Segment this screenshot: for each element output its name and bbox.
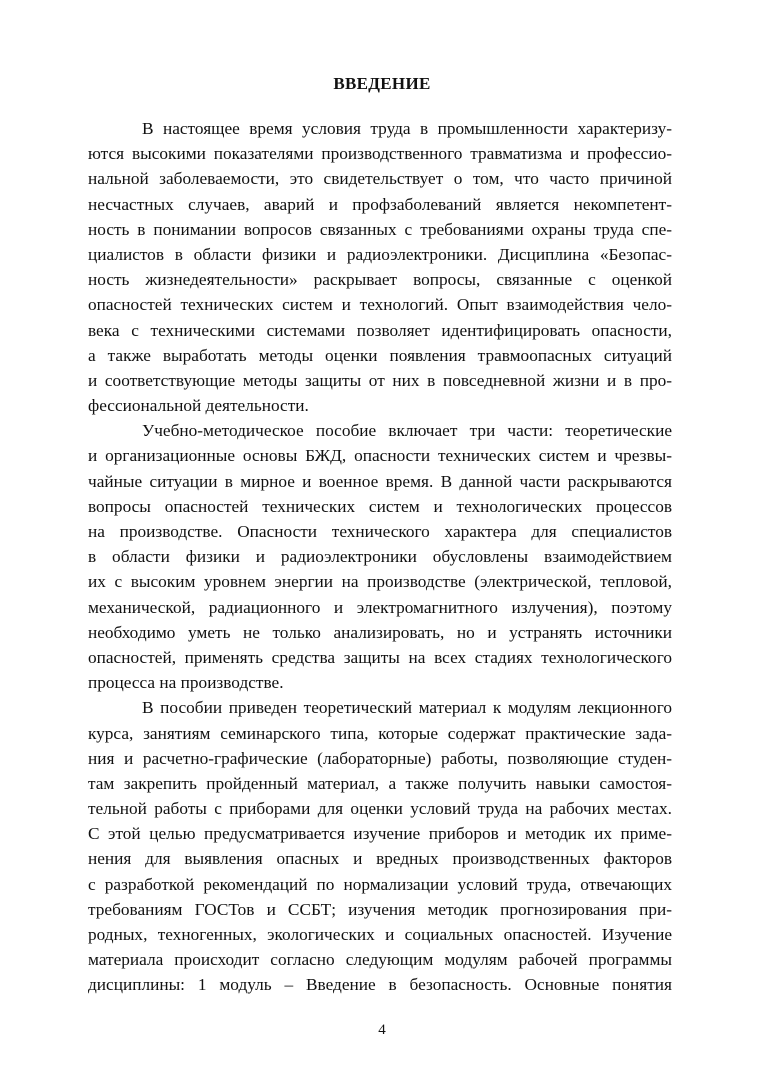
text-line: там закрепить пройденный материал, а также получить навыки самостоя- (88, 773, 672, 793)
text-line: циалистов в области физики и радиоэлектроники. Дисциплина «Безопас- (88, 244, 672, 264)
text-line: ются высокими показателями производственного травматизма и профессио- (88, 144, 672, 164)
text-line: механической, радиационного и электромагнитного излучения), поэтому (88, 597, 672, 617)
text-line: с разработкой рекомендаций по нормализации условий труда, отвечающих (88, 874, 672, 894)
text-line: на производстве. Опасности технического характера для специалистов (88, 522, 672, 541)
text-line: требованиям ГОСТов и ССБТ; изучения методик прогнозирования при- (88, 899, 672, 919)
page-title: ВВЕДЕНИЕ (333, 74, 431, 93)
text-line: и соответствующие методы защиты от них в повседневной жизни и в про- (88, 370, 672, 390)
text-line: а также выработать методы оценки появления травмоопасных ситуаций (88, 345, 672, 365)
text-line: опасностей технических систем и технологий. Опыт взаимодействия чело- (88, 295, 672, 315)
text-line: дисциплины: 1 модуль – Введение в безопасность. Основные понятия (88, 975, 672, 995)
text-line: В пособии приведен теоретический материал к модулям лекционного (142, 698, 672, 718)
page-number: 4 (378, 1022, 386, 1038)
text-line: и организационные основы БЖД, опасности технических систем и чрезвы- (88, 446, 672, 466)
text-line: вопросы опасностей технических систем и технологических процессов (88, 496, 672, 516)
text-line: Учебно-методическое пособие включает три части: теоретические (142, 421, 672, 441)
text-line: родных, техногенных, экологических и социальных опасностей. Изучение (88, 925, 672, 944)
text-line: В настоящее время условия труда в промышленности характеризу- (142, 119, 672, 138)
text-line: ность жизнедеятельности» раскрывает вопросы, связанные с оценкой (88, 270, 672, 290)
text-line: их с высоким уровнем энергии на производстве (электрической, тепловой, (88, 572, 672, 592)
text-line: ния и расчетно-графические (лабораторные) работы, позволяющие студен- (88, 748, 672, 768)
text-line: фессиональной деятельности. (88, 396, 309, 416)
text-line: материала происходит согласно следующим модулям рабочей программы (88, 950, 672, 970)
text-line: курса, занятиям семинарского типа, которые содержат практические зада- (88, 723, 672, 743)
text-line: века с техническими системами позволяет идентифицировать опасности, (88, 320, 672, 340)
text-line: чайные ситуации в мирное и военное время. В данной части раскрываются (88, 471, 672, 491)
text-line: тельной работы с приборами для оценки условий труда на рабочих местах. (88, 799, 672, 819)
text-line: нальной заболеваемости, это свидетельствует о том, что часто причиной (88, 169, 672, 189)
text-line: ность в понимании вопросов связанных с требованиями охраны труда спе- (88, 219, 672, 239)
text-line: процесса на производстве. (88, 673, 284, 693)
text-line: С этой целью предусматривается изучение приборов и методик их приме- (88, 824, 672, 844)
body-text (88, 116, 672, 998)
text-line: необходимо уметь не только анализировать, но и устранять источники (88, 622, 672, 642)
text-line: несчастных случаев, аварий и профзаболеваний является некомпетент- (88, 194, 672, 214)
text-line: опасностей, применять средства защиты на всех стадиях технологического (88, 647, 672, 667)
text-line: в области физики и радиоэлектроники обусловлены взаимодействием (88, 547, 672, 567)
text-line: нения для выявления опасных и вредных производственных факторов (88, 849, 672, 869)
